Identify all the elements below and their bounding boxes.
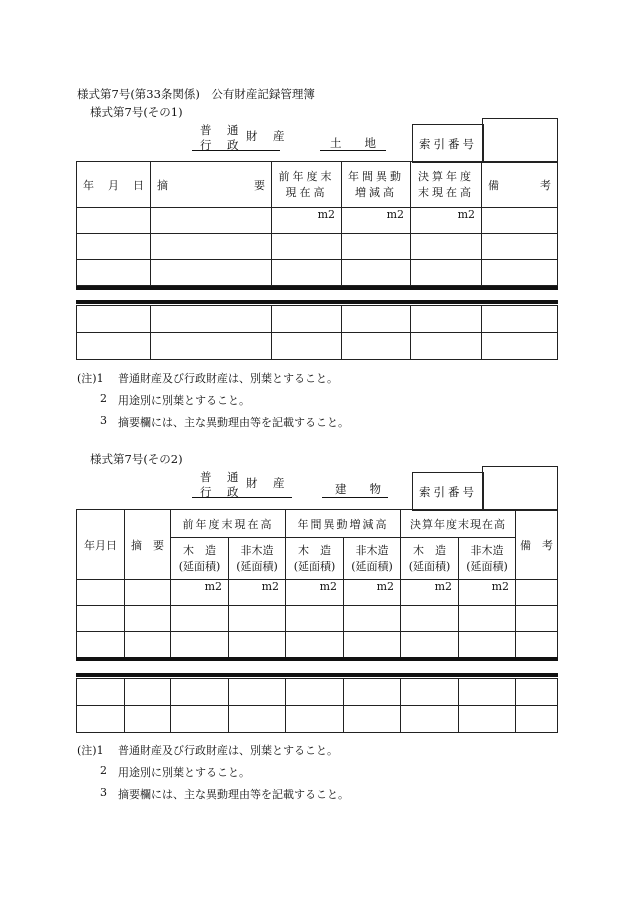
note-3-text: 摘要欄には、主な異動理由等を記載すること。 [118,788,349,801]
header-settlement-end: 決算年度末現在高 [401,510,516,538]
cell[interactable] [229,632,286,658]
cell[interactable] [342,260,411,286]
cell[interactable] [151,234,272,260]
unit-label: m2 [344,580,401,606]
table-row [77,632,558,658]
cell[interactable] [77,234,151,260]
cell[interactable] [77,580,125,606]
cell[interactable] [482,208,558,234]
header-prev-year-end: 前年度末 現在高 [272,162,342,208]
cell[interactable] [125,606,171,632]
header-annual-change: 年間異動 増減高 [342,162,411,208]
form-title: 様式第7号(第33条関係) 公有財産記録管理簿 [77,87,315,101]
cell[interactable] [77,333,151,360]
cell[interactable] [272,234,342,260]
unit-label: m2 [401,580,459,606]
cell[interactable] [286,706,344,733]
part2-subtitle: 様式第7号(その2) [90,452,183,466]
note-1-text: 普通財産及び行政財産は、別葉とすること。 [118,372,338,385]
note-1-num: (注)1 [77,372,104,385]
cell[interactable] [286,606,344,632]
cell[interactable] [77,606,125,632]
table-row [77,333,558,360]
note-2-text: 用途別に別葉とすること。 [118,394,250,407]
part1-index-label: 索引番号 [419,137,477,151]
table-row [77,580,558,606]
cell[interactable] [77,679,125,706]
header-date: 年月日 [77,510,125,580]
header-non-wooden: 非木造 (延面積) [459,538,516,580]
cell[interactable] [125,580,171,606]
cell[interactable] [272,333,342,360]
part1-category-underline [192,150,280,151]
part2-index-value-box[interactable] [482,466,558,511]
table-row [77,234,558,260]
part2-category-underline [192,497,292,498]
part1-table-continued [76,305,558,360]
unit-label: m2 [342,208,411,234]
cell[interactable] [516,679,558,706]
cell[interactable] [459,706,516,733]
part1-header-row [77,162,558,208]
table-break-line-bottom [76,673,558,677]
part1-category-bottom: 行 政 [200,138,241,152]
cell[interactable] [516,580,558,606]
note-1-text: 普通財産及び行政財産は、別葉とすること。 [118,744,338,757]
note-2-text: 用途別に別葉とすること。 [118,766,250,779]
cell[interactable] [344,706,401,733]
cell[interactable] [459,679,516,706]
header-settlement-end: 決算年度 末現在高 [411,162,482,208]
table-row [77,606,558,632]
cell[interactable] [272,260,342,286]
unit-label: m2 [229,580,286,606]
cell[interactable] [77,260,151,286]
cell[interactable] [516,706,558,733]
cell[interactable] [171,632,229,658]
cell[interactable] [286,679,344,706]
cell[interactable] [516,606,558,632]
cell[interactable] [344,606,401,632]
cell[interactable] [151,260,272,286]
part1-subtitle: 様式第7号(その1) [90,105,183,119]
table-break-line-top [76,657,558,661]
cell[interactable] [125,679,171,706]
cell[interactable] [411,234,482,260]
cell[interactable] [482,333,558,360]
cell[interactable] [171,606,229,632]
header-non-wooden: 非木造 (延面積) [344,538,401,580]
cell[interactable] [151,333,272,360]
unit-label: m2 [459,580,516,606]
header-remarks: 備 考 [516,510,558,580]
unit-label: m2 [171,580,229,606]
part2-table [76,509,558,658]
cell[interactable] [482,306,558,333]
cell[interactable] [229,606,286,632]
cell[interactable] [77,706,125,733]
cell[interactable] [482,234,558,260]
table-row [77,260,558,286]
part1-table [76,161,558,286]
table-break-line-top [76,286,558,290]
part1-asset-type: 土 地 [330,136,376,150]
unit-label: m2 [286,580,344,606]
table-row [77,679,558,706]
header-non-wooden: 非木造 (延面積) [229,538,286,580]
cell[interactable] [342,333,411,360]
cell[interactable] [286,632,344,658]
part1-index-value-box[interactable] [482,118,558,163]
cell[interactable] [482,260,558,286]
cell[interactable] [77,306,151,333]
cell[interactable] [151,306,272,333]
cell[interactable] [229,679,286,706]
note-2-num: 2 [100,764,107,777]
part2-asset-type: 建 物 [335,482,381,496]
cell[interactable] [171,706,229,733]
table-row [77,706,558,733]
header-wooden: 木 造 (延面積) [401,538,459,580]
cell[interactable] [77,632,125,658]
header-summary: 摘 要 [151,162,272,208]
cell[interactable] [171,679,229,706]
header-remarks: 備 考 [482,162,558,208]
cell[interactable] [411,333,482,360]
cell[interactable] [342,306,411,333]
part2-category-top: 普 通 [200,470,241,484]
cell[interactable] [401,706,459,733]
note-2-num: 2 [100,392,107,405]
part1-category-word: 財 産 [246,129,287,143]
header-prev-year-end: 前年度末現在高 [171,510,286,538]
cell[interactable] [459,606,516,632]
part2-asset-underline [322,497,388,498]
part1-category-top: 普 通 [200,123,241,137]
cell[interactable] [411,306,482,333]
note-3-num: 3 [100,786,107,799]
cell[interactable] [516,632,558,658]
table-row [77,208,558,234]
cell[interactable] [411,260,482,286]
part2-index-label: 索引番号 [419,485,477,499]
cell[interactable] [151,208,272,234]
note-3-text: 摘要欄には、主な異動理由等を記載すること。 [118,416,349,429]
header-wooden: 木 造 (延面積) [171,538,229,580]
header-annual-change: 年間異動増減高 [286,510,401,538]
cell[interactable] [401,632,459,658]
cell[interactable] [401,606,459,632]
part2-header-row-1 [77,510,558,538]
part2-table-continued [76,678,558,733]
table-break-line-bottom [76,300,558,304]
cell[interactable] [77,208,151,234]
cell[interactable] [342,234,411,260]
part2-category-word: 財 産 [246,476,287,490]
note-3-num: 3 [100,414,107,427]
header-summary: 摘 要 [125,510,171,580]
unit-label: m2 [272,208,342,234]
cell[interactable] [401,679,459,706]
cell[interactable] [344,679,401,706]
part1-asset-underline [320,150,386,151]
header-date: 年 月 日 [77,162,151,208]
note-1-num: (注)1 [77,744,104,757]
header-wooden: 木 造 (延面積) [286,538,344,580]
cell[interactable] [459,632,516,658]
cell[interactable] [229,706,286,733]
cell[interactable] [272,306,342,333]
unit-label: m2 [411,208,482,234]
cell[interactable] [125,632,171,658]
cell[interactable] [344,632,401,658]
table-row [77,306,558,333]
cell[interactable] [125,706,171,733]
part2-category-bottom: 行 政 [200,485,241,499]
